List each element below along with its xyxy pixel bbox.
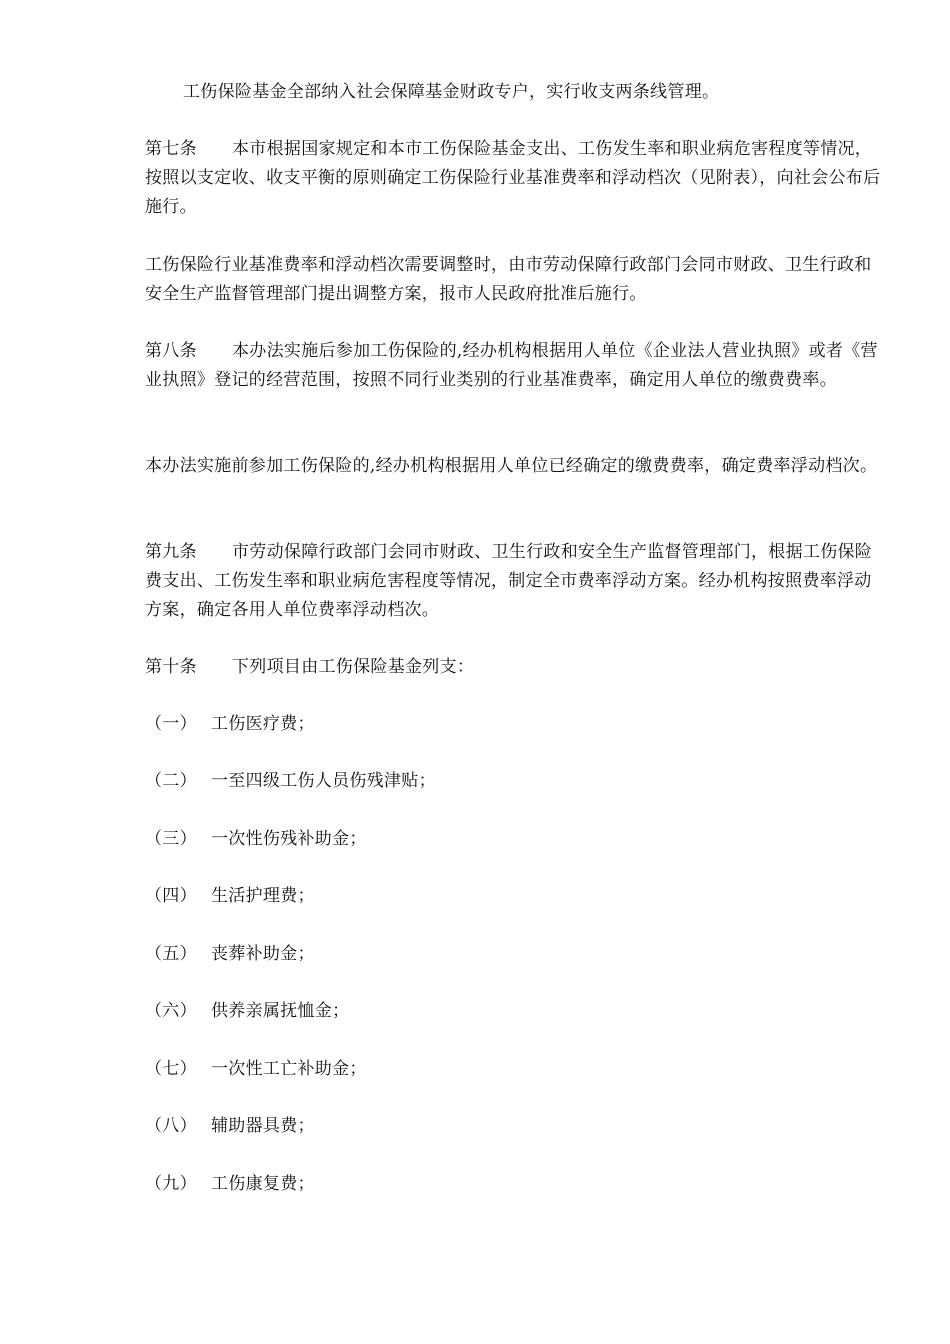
- article-8: [145, 337, 885, 395]
- list-item-number: （三）: [145, 829, 197, 849]
- list-item: [145, 825, 367, 854]
- paragraph-rate-adjustment: [145, 251, 885, 309]
- list-item-number: （七）: [145, 1059, 197, 1079]
- paragraph-text: 工伤保险行业基准费率和浮动档次需要调整时，由市劳动保障行政部门会同市财政、卫生行政和安全生产监督管理部门提出调整方案，报市人民政府批准后施行。: [145, 255, 872, 304]
- list-item-number: （五）: [145, 944, 197, 964]
- list-item-text: 一至四级工伤人员伤残津贴；: [211, 771, 436, 791]
- article-10: [145, 653, 885, 682]
- list-item-text: 辅助器具费；: [211, 1116, 315, 1136]
- list-item: [145, 1170, 315, 1199]
- list-item-text: 一次性伤残补助金；: [211, 829, 367, 849]
- list-item-number: （四）: [145, 886, 197, 906]
- article-text: 市劳动保障行政部门会同市财政、卫生行政和安全生产监督管理部门，根据工伤保险费支出、工伤发生率和职业病危害程度等情况，制定全市费率浮动方案。经办机构按照费率浮动方案，确定各用人单位费率浮动档次。: [145, 542, 873, 620]
- list-item-text: 丧葬补助金；: [211, 944, 315, 964]
- list-item: [145, 882, 315, 911]
- list-item-number: （二）: [145, 771, 197, 791]
- list-item: [145, 1055, 367, 1084]
- article-text: 下列项目由工伤保险基金列支：: [232, 657, 475, 677]
- list-item: [145, 940, 315, 969]
- article-7: [145, 135, 885, 222]
- list-item-number: （六）: [145, 1001, 197, 1021]
- article-number: 第八条: [145, 341, 197, 361]
- article-number: 第七条: [145, 139, 197, 159]
- list-item-text: 一次性工亡补助金；: [211, 1059, 367, 1079]
- list-item-number: （八）: [145, 1116, 197, 1136]
- list-item-number: （九）: [145, 1174, 197, 1194]
- list-item: [145, 1112, 315, 1141]
- paragraph-text: 本办法实施前参加工伤保险的,经办机构根据用人单位已经确定的缴费费率，确定费率浮动档次。: [145, 456, 878, 476]
- paragraph-fund-management: [183, 78, 883, 107]
- list-item-text: 生活护理费；: [211, 886, 315, 906]
- article-number: 第九条: [145, 542, 197, 562]
- list-item-number: （一）: [145, 714, 197, 734]
- article-number: 第十条: [145, 657, 197, 677]
- list-item: [145, 710, 315, 739]
- list-item: [145, 997, 349, 1026]
- article-9: [145, 538, 885, 625]
- list-item-text: 工伤医疗费；: [211, 714, 315, 734]
- list-item-text: 工伤康复费；: [211, 1174, 315, 1194]
- paragraph-prior-participants: [145, 452, 885, 481]
- article-text: 本办法实施后参加工伤保险的,经办机构根据用人单位《企业法人营业执照》或者《营业执照》登记的经营范围，按照不同行业类别的行业基准费率，确定用人单位的缴费费率。: [145, 341, 878, 390]
- list-item: [145, 767, 436, 796]
- list-item-text: 供养亲属抚恤金；: [211, 1001, 350, 1021]
- paragraph-text: 工伤保险基金全部纳入社会保障基金财政专户，实行收支两条线管理。: [183, 82, 720, 102]
- article-text: 本市根据国家规定和本市工伤保险基金支出、工伤发生率和职业病危害程度等情况，按照以支定收、收支平衡的原则确定工伤保险行业基准费率和浮动档次（见附表），向社会公布后施行。: [145, 139, 881, 217]
